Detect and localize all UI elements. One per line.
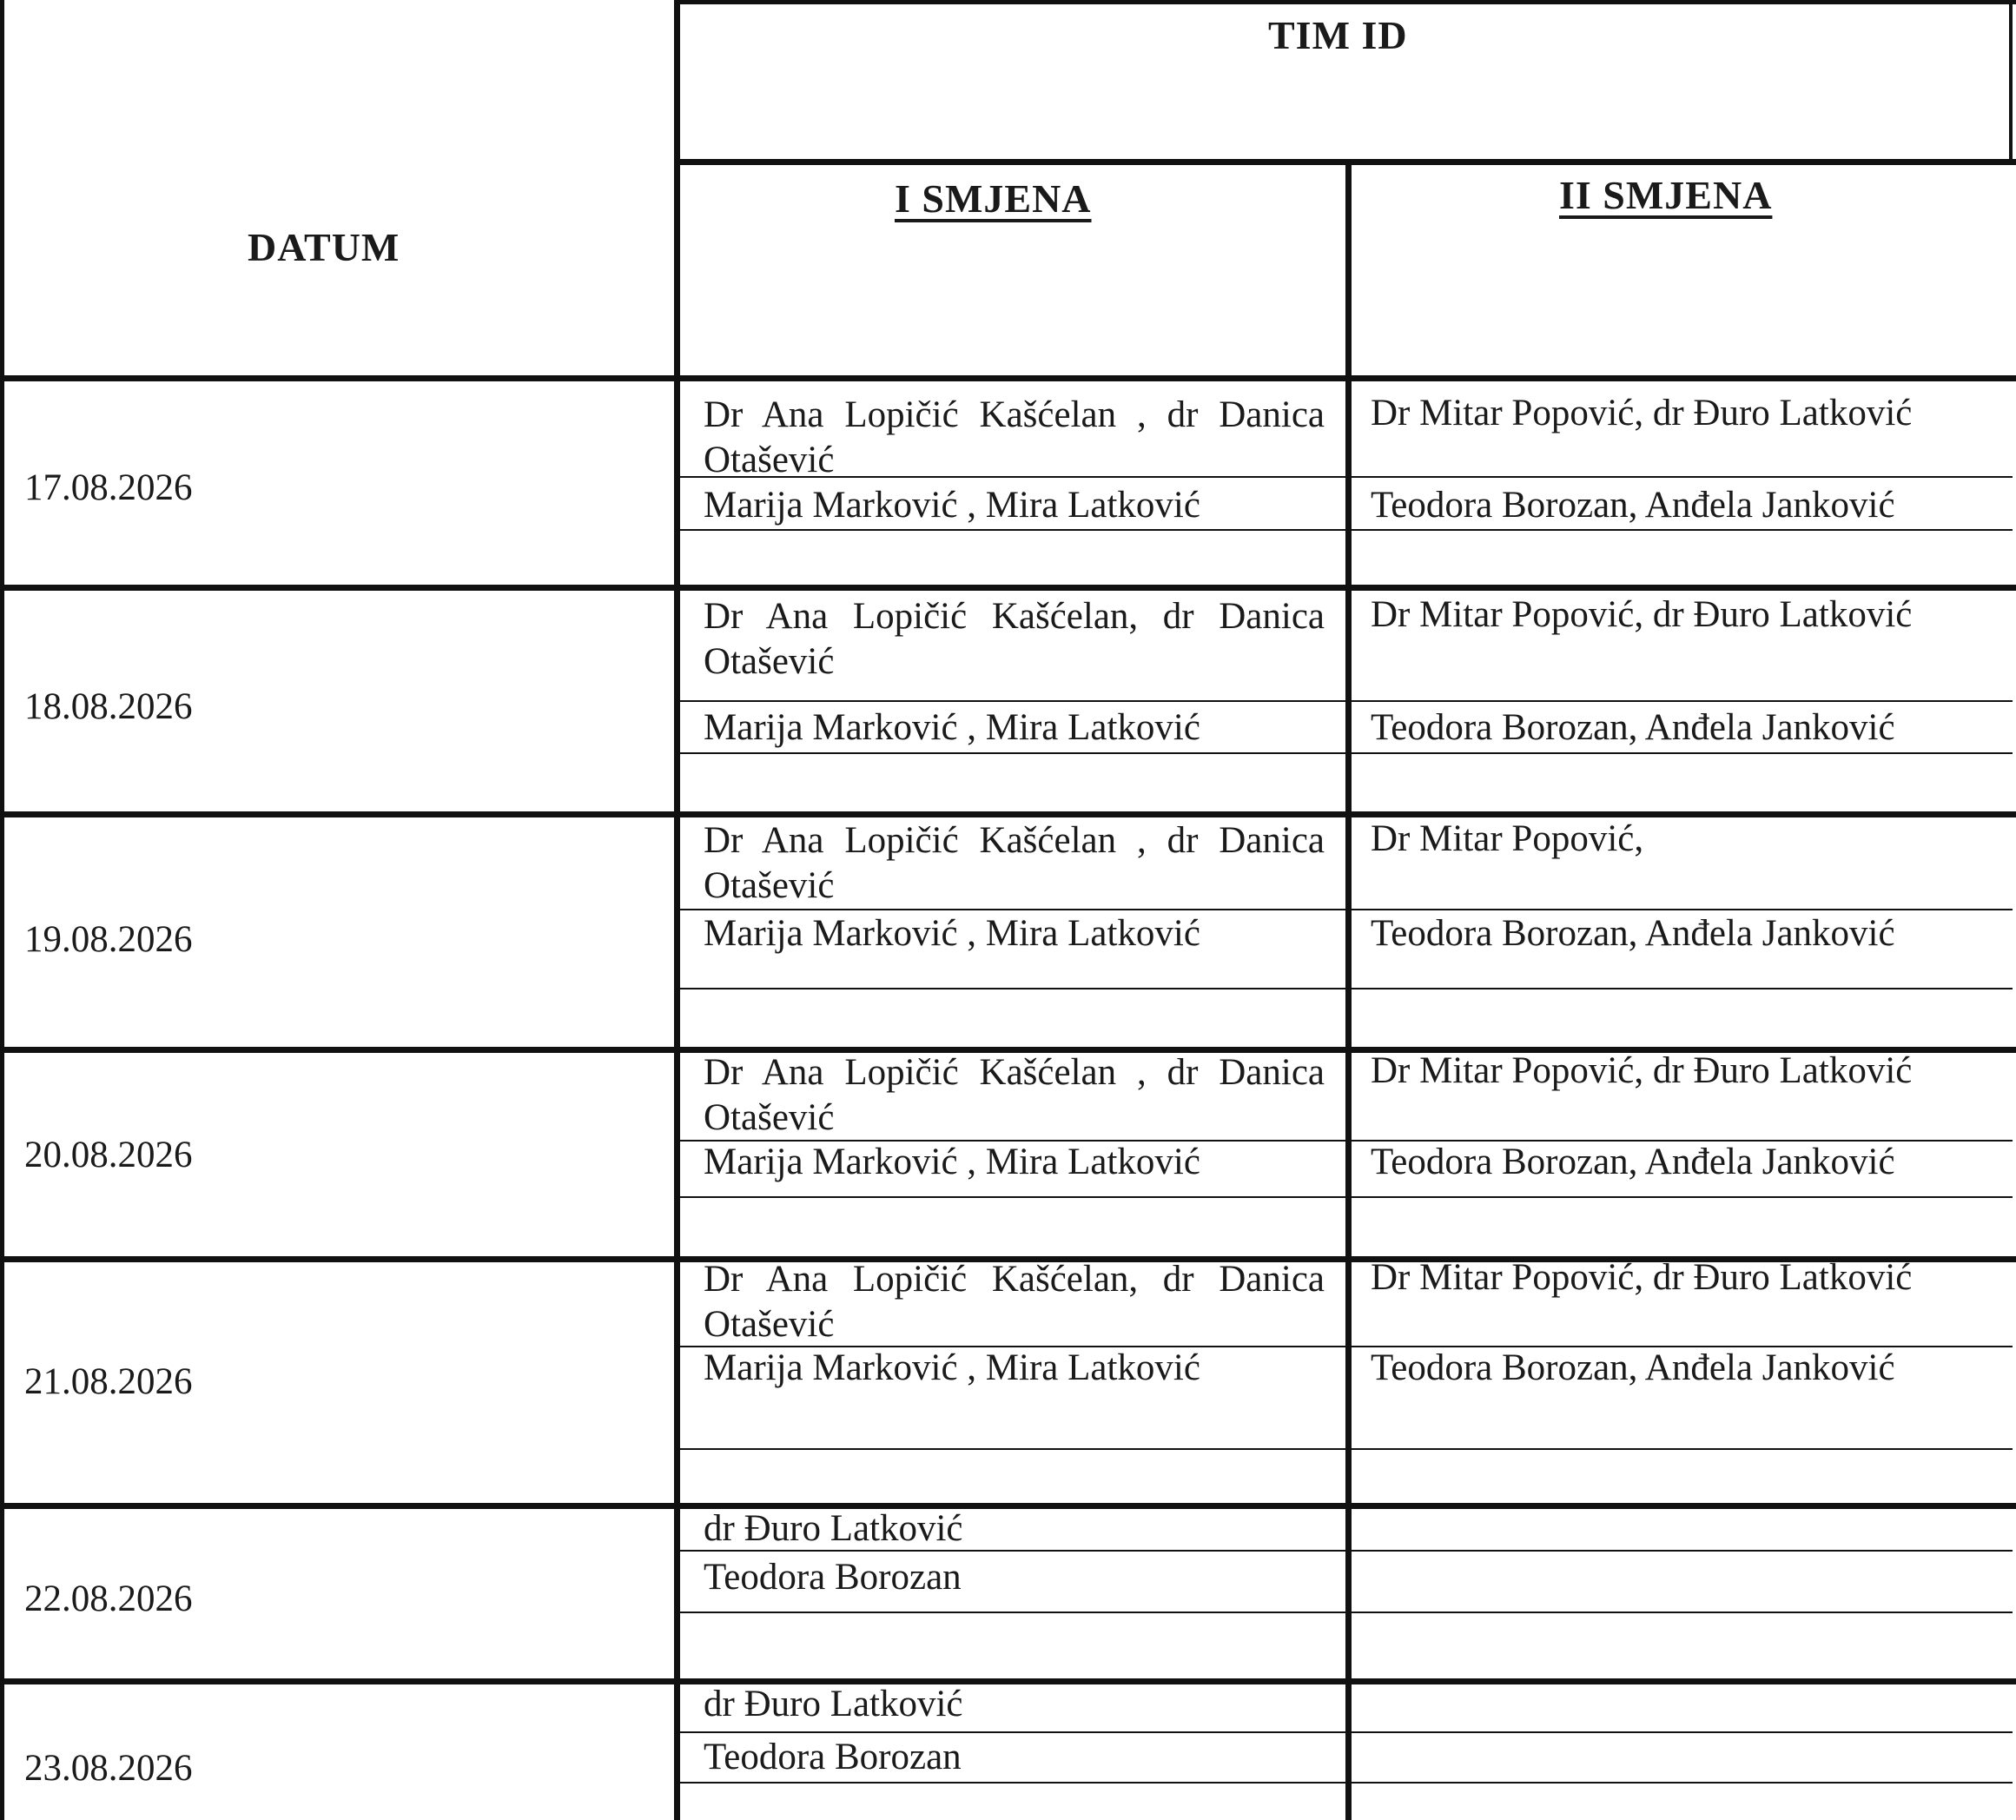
row-inner-separator <box>677 700 2013 702</box>
shift-2-nurses: Teodora Borozan, Anđela Janković <box>1371 1347 1895 1388</box>
date-cell: 23.08.2026 <box>24 1748 193 1789</box>
row-border <box>0 811 2016 817</box>
datum-heading: DATUM <box>248 225 400 269</box>
shift-1-nurses: Marija Marković , Mira Latković <box>704 707 1200 748</box>
shift-2-nurses: Teodora Borozan, Anđela Janković <box>1371 485 1895 526</box>
shift-1-doctors: Dr Ana Lopičić Kašćelan , dr Danica Otašević <box>704 820 1325 906</box>
shift-2-nurses: Teodora Borozan, Anđela Janković <box>1371 1142 1895 1182</box>
shift-2-doctors: Dr Mitar Popović, dr Đuro Latković <box>1371 393 1913 433</box>
shift-1-doctors: dr Đuro Latković <box>704 1684 963 1724</box>
shift-1-nurses: Marija Marković , Mira Latković <box>704 485 1200 526</box>
date-cell: 19.08.2026 <box>24 919 193 960</box>
shift-1-nurses: Marija Marković , Mira Latković <box>704 1347 1200 1388</box>
tim-id-heading: TIM ID <box>1268 13 1408 57</box>
row-inner-separator <box>677 1782 2013 1784</box>
shift-1-nurses: Marija Marković , Mira Latković <box>704 1142 1200 1182</box>
row-border <box>0 1503 2016 1509</box>
date-cell: 17.08.2026 <box>24 467 193 508</box>
shift-1-nurses: Teodora Borozan <box>704 1737 962 1777</box>
row-inner-separator <box>677 1612 2013 1613</box>
date-cell: 18.08.2026 <box>24 686 193 727</box>
row-inner-separator <box>677 1196 2013 1198</box>
shift-1-doctors: Dr Ana Lopičić Kašćelan , dr Danica Otašević <box>704 1052 1325 1138</box>
right-border-top <box>2009 0 2013 162</box>
shift-1-doctors: Dr Ana Lopičić Kašćelan , dr Danica Otašević <box>704 394 1325 480</box>
header-tim-divider <box>677 159 2016 165</box>
row-inner-separator <box>677 752 2013 754</box>
column-border-shift <box>1345 162 1352 1820</box>
shift-1-nurses: Teodora Borozan <box>704 1557 962 1598</box>
row-border <box>0 585 2016 591</box>
row-border <box>0 1678 2016 1684</box>
shift-2-nurses: Teodora Borozan, Anđela Janković <box>1371 707 1895 748</box>
shift-2-doctors: Dr Mitar Popović, dr Đuro Latković <box>1371 594 1913 635</box>
shift-1-nurses: Marija Marković , Mira Latković <box>704 913 1200 954</box>
shift-2-doctors: Dr Mitar Popović, dr Đuro Latković <box>1371 1257 1913 1298</box>
shift-2-nurses: Teodora Borozan, Anđela Janković <box>1371 913 1895 954</box>
shift-1-doctors: Dr Ana Lopičić Kašćelan, dr Danica Otašević <box>704 1259 1325 1345</box>
row-inner-separator <box>677 529 2013 531</box>
date-cell: 20.08.2026 <box>24 1135 193 1175</box>
shift-2-heading: II SMJENA <box>1559 173 1773 217</box>
header-bottom-border <box>0 375 2016 381</box>
date-cell: 21.08.2026 <box>24 1361 193 1402</box>
row-inner-separator <box>677 988 2013 989</box>
row-inner-separator <box>677 1448 2013 1450</box>
shift-2-doctors: Dr Mitar Popović, dr Đuro Latković <box>1371 1050 1913 1091</box>
row-inner-separator <box>677 909 2013 910</box>
left-border <box>0 0 4 1820</box>
shift-1-doctors: dr Đuro Latković <box>704 1508 963 1549</box>
header-top-border <box>677 0 2016 4</box>
shift-2-doctors: Dr Mitar Popović, <box>1371 818 1644 859</box>
shift-1-doctors: Dr Ana Lopičić Kašćelan, dr Danica Otašević <box>704 596 1325 682</box>
shift-1-heading: I SMJENA <box>895 176 1092 221</box>
row-inner-separator <box>677 1731 2013 1733</box>
date-cell: 22.08.2026 <box>24 1578 193 1619</box>
